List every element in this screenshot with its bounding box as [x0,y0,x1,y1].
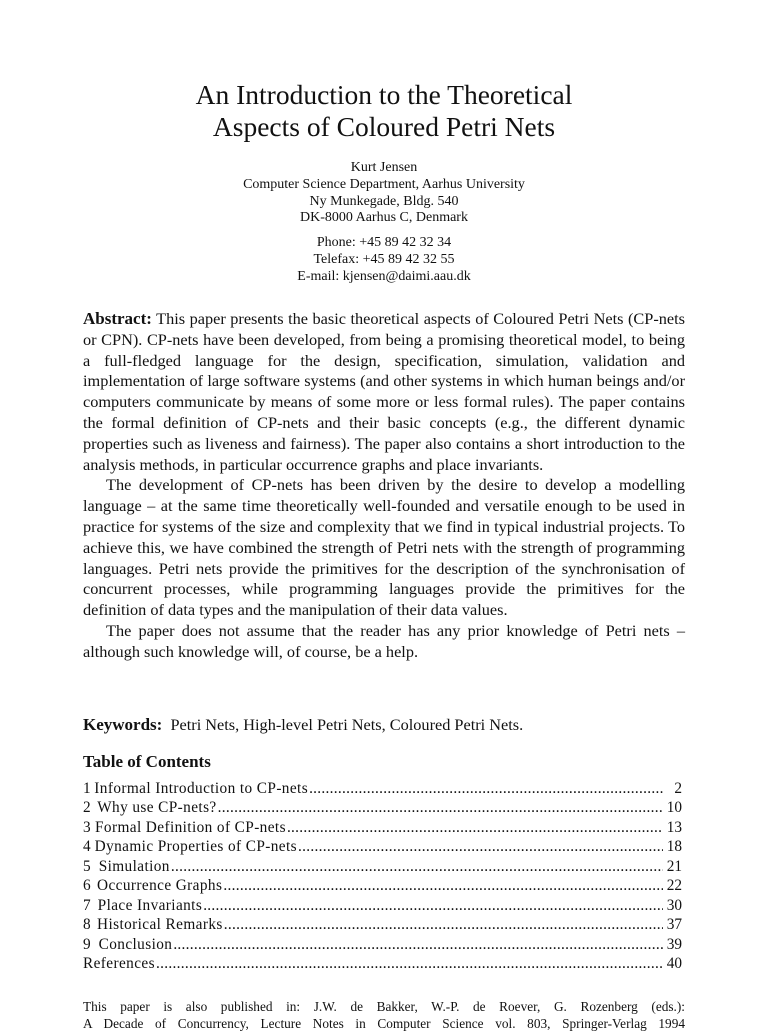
toc-entry-page: 22 [666,877,682,895]
toc-entry [83,779,682,798]
publication-footnote [83,998,685,1032]
affiliation-line-3: DK-8000 Aarhus C, Denmark [300,210,468,226]
affiliation-line-2: Ny Munkegade, Bldg. 540 [309,193,459,209]
toc-leader [223,876,663,895]
toc-entry-title: Conclusion [98,935,173,953]
toc-entry-page: 13 [666,818,682,836]
title-line-1: An Introduction to the Theoretical [195,79,573,110]
abstract-label: Abstract: [83,309,152,328]
toc-entry [83,896,682,915]
toc-entry-number: 7 [83,896,91,914]
author-name: Kurt Jensen [350,160,418,175]
toc-heading: Table of Contents [83,752,211,771]
phone: Phone: +45 89 42 32 34 [316,235,452,250]
toc-entry-page: 10 [666,799,682,817]
toc-entry-page: 39 [666,935,682,953]
footnote-line-1: This paper is also published in: J.W. de Bakker, W.-P. de Roever, G. Rozenberg (eds.): [83,999,685,1014]
author-block [0,160,768,227]
abstract-paragraph-2: The development of CP-nets has been driven by the desire to develop a modelling language – at the same time theoretically well-founded and versatile enough to be used in practice for systems of the size and complexity that we find in typical industrial projects. To achieve this, we have combined the strength of Petri nets with the strength of programming languages. Petri nets provide the primitives for the description of the synchronisation of concurrent processes, while programming languages provide the primitives for the definition of data types and the manipulation of their data values. [83,475,685,620]
abstract-paragraph-1 [83,309,685,475]
toc-entry-title: Simulation [98,857,170,875]
paper-title [0,79,768,143]
toc-entry [83,818,682,837]
toc-entry-page: 2 [674,780,682,797]
toc-entry-page: 18 [666,838,682,856]
abstract-paragraph-3: The paper does not assume that the reader has any prior knowledge of Petri nets – although such knowledge will, of course, be a help. [83,620,685,661]
toc-entry-title: Historical Remarks [97,916,223,934]
toc-entry-number: 2 [83,799,91,817]
abstract-text-1: This paper presents the basic theoretical aspects of Coloured Petri Nets (CP-nets or CPN). CP-nets have been developed, from being a promising theoretical model, to being a full-fledged language for the design, specification, simulation, validation and implementation of large software systems (and other systems in which human beings and/or computers communicate by means of some more or less formal rules). The paper contains the formal definition of CP-nets and their basic concepts (e.g., the different dynamic properties such as liveness and fairness). The paper also contains a short introduction to the analysis methods, in particular occurrence graphs and place invariants. [83,309,685,474]
title-line-2: Aspects of Coloured Petri Nets [212,111,556,142]
toc-entry-number: 8 [83,916,91,934]
abstract [83,309,685,663]
email: E-mail: kjensen@daimi.aau.dk [297,268,471,284]
toc-leader [173,935,663,954]
toc-entry-title: Occurrence Graphs [97,877,223,895]
toc-entry [83,798,682,817]
toc-entry [83,935,682,954]
toc-leader [171,857,663,876]
telefax: Telefax: +45 89 42 32 55 [313,251,455,267]
toc-leader [298,837,663,856]
toc-entry-number: 3 [83,818,91,836]
affiliation-line-1: Computer Science Department, Aarhus University [243,176,525,192]
keywords-label: Keywords: [83,715,163,734]
toc-entry-page: 30 [666,896,682,914]
toc-leader [218,798,663,817]
keywords [83,714,685,736]
keywords-text: Petri Nets, High-level Petri Nets, Coloured Petri Nets. [170,715,524,734]
toc-entry-title: Dynamic Properties of CP-nets [94,838,297,856]
toc-entry [83,876,682,895]
toc-entry [83,915,682,934]
toc-leader [203,896,663,915]
toc-entry-number: 4 [83,838,91,856]
contact-block [0,235,768,285]
toc-leader [156,954,663,973]
toc-entry-title: Why use CP-nets? [97,799,217,817]
toc-leader [287,818,663,837]
toc-entry-title: Informal Introduction to CP-nets [94,780,309,797]
toc-entry-page: 40 [666,954,682,972]
toc-leader [224,915,663,934]
toc-entry-title: Formal Definition of CP-nets [95,818,286,836]
toc-entry-number: 6 [83,877,91,895]
toc-entry [83,837,682,856]
toc-entry-number: 9 [83,935,91,953]
toc-entry-title: References [83,954,155,972]
footnote-line-2: A Decade of Concurrency, Lecture Notes in Computer Science vol. 803, Springer-Verlag 1994 [83,1016,685,1031]
toc-entry-title: Place Invariants [97,896,203,914]
table-of-contents [83,779,682,973]
toc-entry-page: 37 [666,916,682,934]
toc-entry [83,857,682,876]
toc-entry-number: 1 [83,780,91,797]
toc-leader [309,779,663,798]
toc-entry-page: 21 [666,857,682,875]
toc-entry-references [83,954,682,973]
toc-entry-number: 5 [83,857,91,875]
